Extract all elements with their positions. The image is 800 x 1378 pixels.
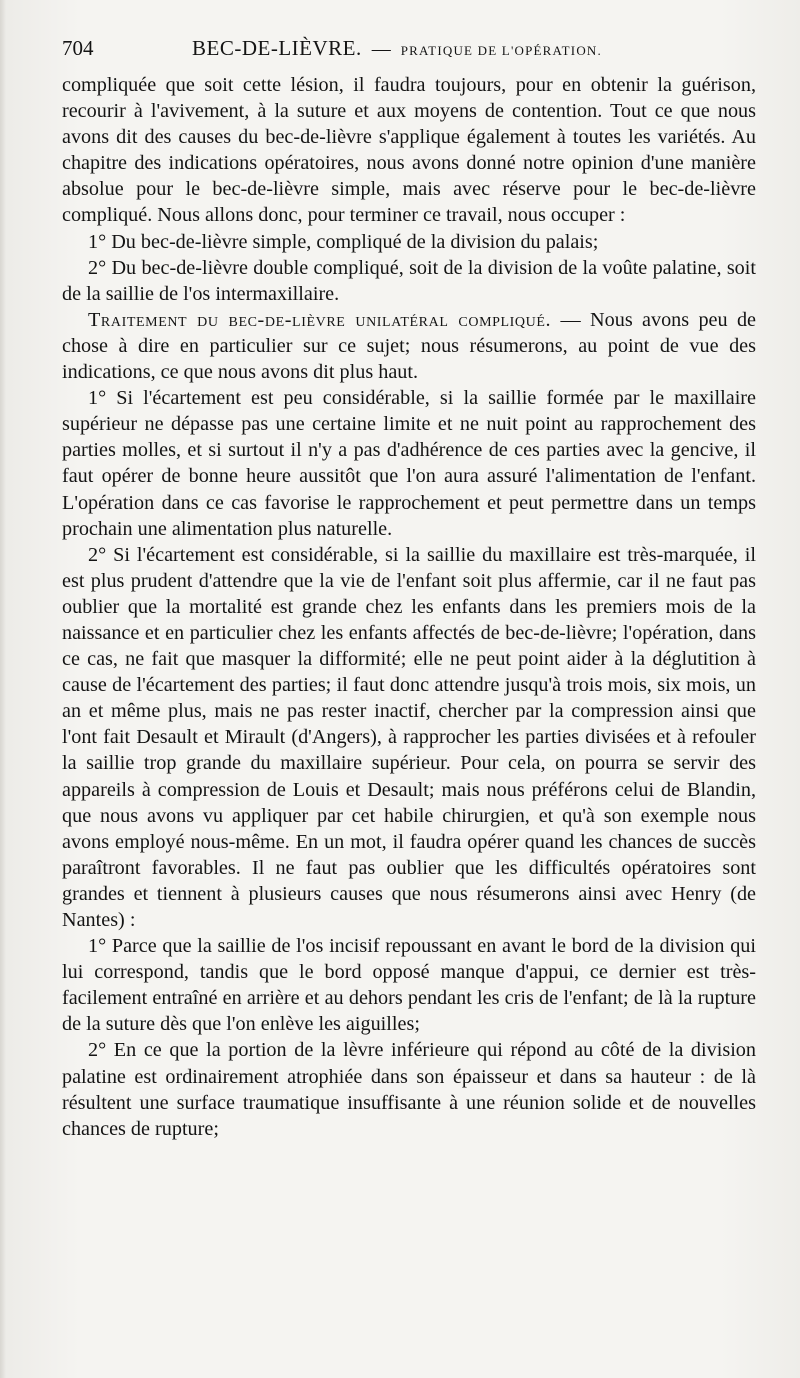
page-fold-shadow <box>0 0 6 1378</box>
section-dash: — <box>560 308 581 331</box>
section-heading: Traitement du bec-de-lièvre unilatéral compliqué. <box>88 308 552 331</box>
paragraph-case-2: 2° Si l'écartement est considérable, si la saillie du maxillaire est très-marquée, il est plus prudent d'attendre que la vie de l'enfant soit plus affermie, car il ne faut pas oublier que la mortalité est grande chez les enfants dans les premiers mois de la naissance et en particulier chez les enfants affectés de bec-de-lièvre; l'opération, dans ce cas, ne fait que masquer la difformité; elle ne peut point aider à la déglutition à cause de l'écartement des parties; il faut donc attendre jusqu'à trois mois, six mois, un an et même plus, mais ne pas rester inactif, chercher par la compression ainsi que l'ont fait Desault et Mirault (d'Angers), à rapprocher les parties divisées et à refouler la saillie trop grande du maxillaire supérieur. Pour cela, on pourra se servir des appareils à compression de Louis et Desault; mais nous préférons celui de Blandin, que nous avons vu appliquer par cet habile chirurgien, et qu'à son exemple nous avons employé nous-même. En un mot, il faudra opérer quand les chances de succès paraîtront favorables. Il ne faut pas oublier que les difficultés opératoires sont grandes et tiennent à plusieurs causes que nous résumerons ainsi avec Henry (de Nantes) : <box>62 543 756 931</box>
paragraph-list-item-1: 1° Du bec-de-lièvre simple, compliqué de la division du palais; <box>88 230 599 253</box>
paragraph-list-item-2: 2° Du bec-de-lièvre double compliqué, soit de la division de la voûte palatine, soit de la saillie de l'os intermaxillaire. <box>62 256 756 305</box>
section-paragraph <box>62 307 756 385</box>
paragraph-intro: compliquée que soit cette lésion, il faudra toujours, pour en obtenir la guérison, recourir à l'avivement, à la suture et aux moyens de contention. Tout ce que nous avons dit des causes du bec-de-lièvre s'applique également à toutes les variétés. Au chapitre des indications opératoires, nous avons donné notre opinion d'une manière absolue pour le bec-de-lièvre simple, mais avec réserve pour le bec-de-lièvre compliqué. Nous allons donc, pour terminer ce travail, nous occuper : <box>62 74 756 227</box>
paragraph-difficulty-2: 2° En ce que la portion de la lèvre inférieure qui répond au côté de la division palatine est ordinairement atrophiée dans son épaisseur et dans sa hauteur : de là résultent une surface traumatique insuffisante à une réunion solide et de nouvelles chances de rupture; <box>62 1039 756 1140</box>
running-title-dash: — <box>371 39 391 60</box>
body-text <box>62 72 756 1142</box>
section-text: Nous avons peu de chose à dire en particulier sur ce sujet; nous résumerons, au point de vue des indications, ce que nous avons dit plus haut. <box>62 308 757 384</box>
page-number: 704 <box>62 36 94 60</box>
running-subtitle: PRATIQUE DE L'OPÉRATION. <box>400 43 602 58</box>
running-title: BEC-DE-LIÈVRE. <box>192 36 362 60</box>
running-header <box>62 36 756 70</box>
paragraph-difficulty-1: 1° Parce que la saillie de l'os incisif repoussant en avant le bord de la division qui lui correspond, tandis que le bord opposé manque d'appui, ce dernier est très-facilement entraîné en arrière et au dehors pendant les cris de l'enfant; de là la rupture de la suture dès que l'on enlève les aiguilles; <box>62 935 756 1036</box>
paragraph-case-1: 1° Si l'écartement est peu considérable, si la saillie formée par le maxillaire supérieur ne dépasse pas une certaine limite et ne nuit point au rapprochement des parties molles, et si surtout il n'y a pas d'adhérence de ces parties avec la gencive, il faut opérer de bonne heure aussitôt que l'on aura assuré l'alimentation de l'enfant. L'opération dans ce cas favorise le rapprochement et peut permettre dans un temps prochain une alimentation plus naturelle. <box>62 387 756 540</box>
